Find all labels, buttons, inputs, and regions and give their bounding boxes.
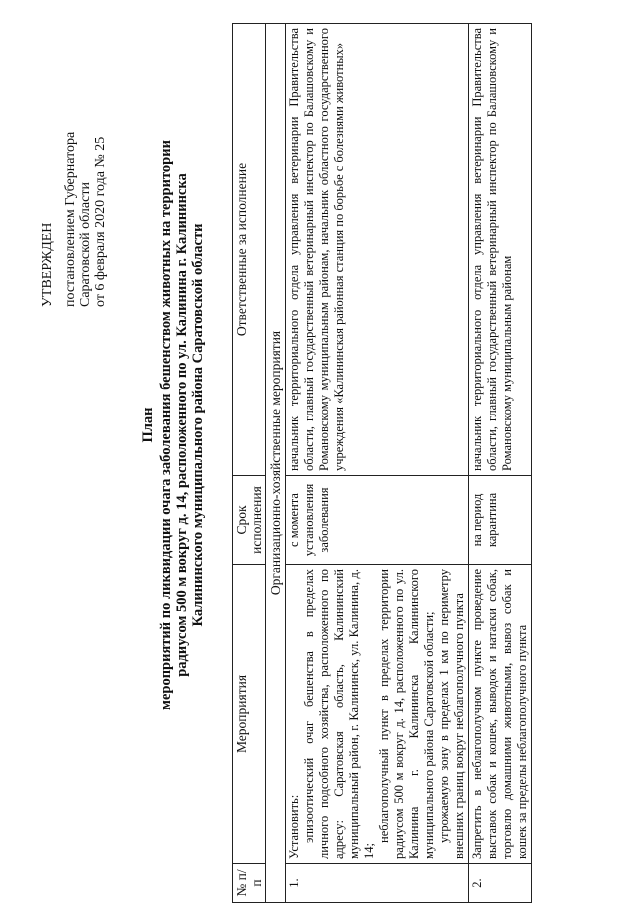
section-title: Организационно-хозяйственные мероприятия <box>266 24 286 903</box>
table-header-row <box>233 24 266 903</box>
row-term: с момента установления заболевания <box>286 476 469 565</box>
plan-subtitle-line: мероприятий по ликвидации очага заболевания бешенством животных на территории <box>158 140 174 710</box>
header-term: Срок исполнения <box>233 476 266 565</box>
approval-line: Саратовской области <box>78 182 93 307</box>
plan-title: План <box>140 407 156 443</box>
plan-subtitle-line: радиусом 500 м вокруг д. 14, расположенного по ул. Калинина г. Калининска <box>174 173 190 677</box>
header-number: № п/п <box>233 864 266 903</box>
approval-line: от 6 февраля 2020 года № 25 <box>93 136 108 307</box>
row-number: 2. <box>469 864 532 903</box>
measures-table <box>232 23 532 903</box>
action-part: эпизоотический очаг бешенства в пределах личного подсобного хозяйства, расположенного по адресу: Саратовская область, Калининский муниципальный район, г. Калининск, ул. Калинина, д. 14; <box>302 569 376 859</box>
plan-heading <box>140 65 206 785</box>
row-responsible: начальник территориального отдела управления ветеринарии Правительства области, главный государственный ветеринарный инспектор по Балашовскому и Романовскому муниципальным районам <box>469 24 532 476</box>
header-measures: Мероприятия <box>233 565 266 864</box>
row-action <box>286 565 469 864</box>
row-term: на период карантина <box>469 476 532 565</box>
action-part: угрожаемую зону в пределах 1 км по периметру внешних границ вокруг неблагополучного пункта <box>437 569 466 859</box>
action-intro: Установить: <box>287 794 301 859</box>
row-responsible: начальник территориального отдела управления ветеринарии Правительства области, главный государственный ветеринарный инспектор по Балашовскому и Романовскому муниципальным районам, начальник областного государственного учреждения «Калининская районная станция по борьбе с болезнями животных» <box>286 24 469 476</box>
table-row <box>286 24 469 903</box>
approval-stamp <box>40 47 108 307</box>
row-action: Запретить в неблагополучном пункте проведение выставок собак и кошек, выводок и натаски собак, торговлю домашними животными, вывоз собак и кошек за пределы неблагополучного пункта <box>469 565 532 864</box>
header-responsible: Ответственные за исполнение <box>233 24 266 476</box>
approval-title: УТВЕРЖДЕН <box>40 222 55 307</box>
section-row <box>266 24 286 903</box>
action-part: неблагополучный пункт в пределах территории радиусом 500 м вокруг д. 14, расположенного по ул. Калинина г. Калининска Калининского муниципального района Саратовской области; <box>377 569 436 859</box>
plan-subtitle-line: Калининского муниципального района Саратовской области <box>190 223 206 627</box>
approval-line: постановлением Губернатора <box>63 131 78 307</box>
row-number: 1. <box>286 864 469 903</box>
table-row <box>469 24 532 903</box>
